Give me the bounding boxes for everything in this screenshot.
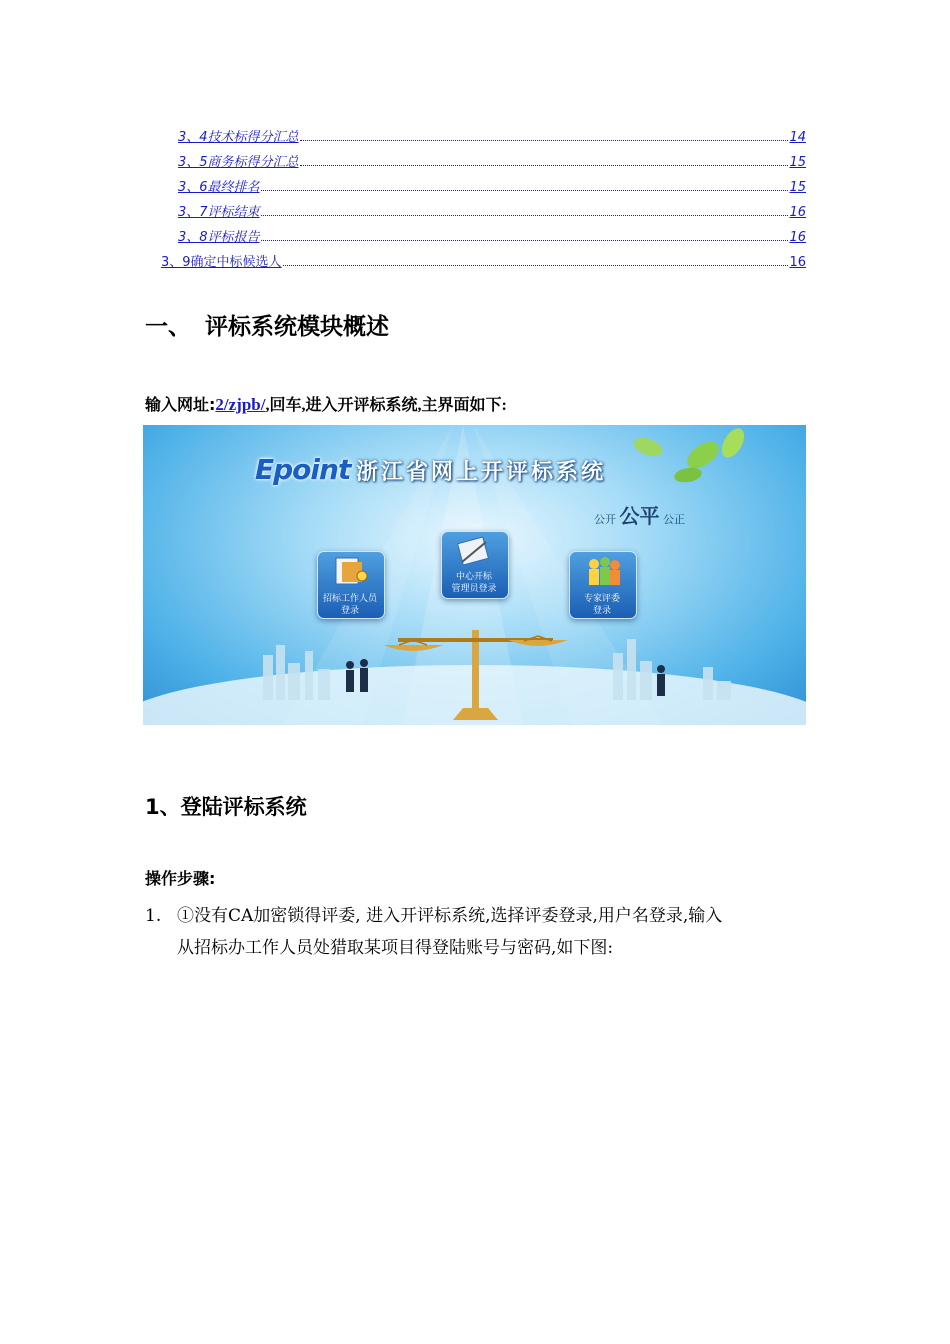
toc-entry[interactable] [178,227,806,245]
section-heading [145,308,389,341]
toc-entry[interactable] [161,252,806,270]
toc-entry[interactable] [178,177,806,195]
url-instruction [145,392,507,415]
toc-page: 16 [789,205,806,220]
step-paragraph [145,900,810,964]
tile-label-staff: 招标工作人员 登录 [322,594,377,616]
toc-leader [261,215,789,216]
toc-entry[interactable] [178,202,806,220]
toc-title: 3、4技术标得分汇总 [178,130,299,145]
slogan-big: 公平 [619,504,660,528]
epoint-logo: Epoint [255,453,351,486]
toc-leader [283,265,789,266]
toc-page: 15 [789,155,806,170]
toc-entry[interactable] [178,152,806,170]
toc-page: 16 [789,255,806,270]
toc-page: 16 [789,230,806,245]
subsection-heading: 1、登陆评标系统 [145,795,307,819]
banner-slogan [594,500,685,529]
tile-label-admin: 中心开标 管理员登录 [451,572,497,594]
url-prefix: 输入网址: [145,395,216,414]
toc-title: 3、8评标报告 [178,230,260,245]
step-line-1: ①没有CA加密锁得评委, 进入开评标系统,选择评委登录,用户名登录,输入 [177,906,723,926]
toc-title: 3、6最终排名 [178,180,260,195]
tile-label-expert: 专家评委 登录 [583,594,620,616]
url-link[interactable]: 2/zjpb/ [215,395,266,414]
step-line-2: 从招标办工作人员处猎取某项目得登陆账号与密码,如下图: [177,938,614,958]
toc-leader [300,140,789,141]
section-number: 一、 [145,314,191,340]
url-suffix: ,回车,进入开评标系统,主界面如下: [265,397,507,414]
toc-page: 14 [789,130,806,145]
toc-title: 3、9确定中标候选人 [161,255,282,270]
toc-page: 15 [789,180,806,195]
section-title: 评标系统模块概述 [205,314,389,340]
toc-title: 3、7评标结束 [178,205,260,220]
slogan-right: 公正 [663,513,685,526]
slogan-left: 公开 [594,513,616,526]
toc-leader [261,240,789,241]
system-banner-image [143,425,806,725]
toc-leader [300,165,789,166]
toc-leader [261,190,789,191]
steps-label: 操作步骤: [145,869,216,888]
step-number: 1. [145,906,162,926]
toc-entry[interactable] [178,127,806,145]
toc-title: 3、5商务标得分汇总 [178,155,299,170]
banner-title: 浙江省网上开评标系统 [356,460,607,485]
